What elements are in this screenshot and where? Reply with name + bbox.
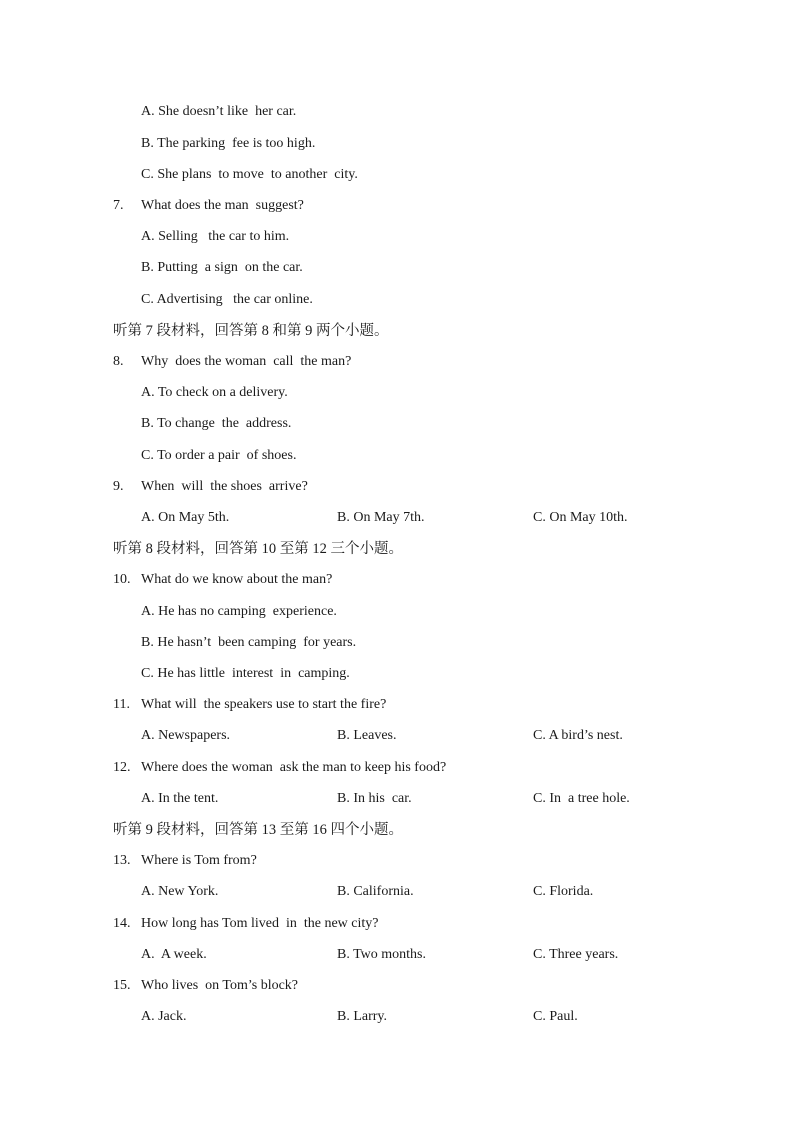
- question-text: Why does the woman call the man?: [141, 354, 352, 369]
- option-c: C. Paul.: [533, 1009, 578, 1024]
- question-number: 14.: [113, 916, 131, 931]
- option-c: C. Florida.: [533, 884, 594, 899]
- option-line: C. She plans to move to another city.: [141, 167, 358, 182]
- option-line: C. He has little interest in camping.: [141, 666, 350, 681]
- question-text: What does the man suggest?: [141, 198, 304, 213]
- question-number: 11.: [113, 697, 130, 712]
- option-line: A. She doesn’t like her car.: [141, 104, 297, 119]
- question-number: 8.: [113, 354, 124, 369]
- option-a: A. New York.: [141, 884, 219, 899]
- question-number: 7.: [113, 198, 124, 213]
- option-c: C. On May 10th.: [533, 510, 628, 525]
- option-line: A. To check on a delivery.: [141, 385, 288, 400]
- option-line: A. Selling the car to him.: [141, 229, 290, 244]
- option-b: B. Larry.: [337, 1009, 388, 1024]
- option-line: C. To order a pair of shoes.: [141, 448, 297, 463]
- option-b: B. Two months.: [337, 947, 426, 962]
- option-c: C. In a tree hole.: [533, 791, 630, 806]
- option-a: A. In the tent.: [141, 791, 219, 806]
- option-line: B. The parking fee is too high.: [141, 136, 316, 151]
- question-number: 15.: [113, 978, 131, 993]
- option-a: A. A week.: [141, 947, 207, 962]
- question-text: How long has Tom lived in the new city?: [141, 916, 379, 931]
- option-b: B. Leaves.: [337, 728, 397, 743]
- question-text: When will the shoes arrive?: [141, 479, 308, 494]
- question-text: Where does the woman ask the man to keep his food?: [141, 760, 447, 775]
- option-line: B. Putting a sign on the car.: [141, 260, 303, 275]
- question-number: 9.: [113, 479, 124, 494]
- question-text: Who lives on Tom’s block?: [141, 978, 299, 993]
- section-instruction: 听第 7 段材料，回答第 8 和第 9 两个小题。: [113, 323, 389, 339]
- option-c: C. A bird’s nest.: [533, 728, 623, 743]
- question-number: 12.: [113, 760, 131, 775]
- question-text: Where is Tom from?: [141, 853, 257, 868]
- section-instruction: 听第 8 段材料，回答第 10 至第 12 三个小题。: [113, 541, 403, 557]
- option-b: B. On May 7th.: [337, 510, 425, 525]
- option-a: A. Newspapers.: [141, 728, 231, 743]
- option-a: A. Jack.: [141, 1009, 187, 1024]
- option-b: B. In his car.: [337, 791, 412, 806]
- question-number: 13.: [113, 853, 131, 868]
- option-c: C. Three years.: [533, 947, 619, 962]
- option-line: B. He hasn’t been camping for years.: [141, 635, 357, 650]
- question-number: 10.: [113, 572, 131, 587]
- option-line: A. He has no camping experience.: [141, 604, 337, 619]
- section-instruction: 听第 9 段材料，回答第 13 至第 16 四个小题。: [113, 822, 403, 838]
- question-text: What do we know about the man?: [141, 572, 333, 587]
- option-a: A. On May 5th.: [141, 510, 230, 525]
- question-text: What will the speakers use to start the fire?: [141, 697, 387, 712]
- option-b: B. California.: [337, 884, 414, 899]
- option-line: C. Advertising the car online.: [141, 292, 313, 307]
- option-line: B. To change the address.: [141, 416, 292, 431]
